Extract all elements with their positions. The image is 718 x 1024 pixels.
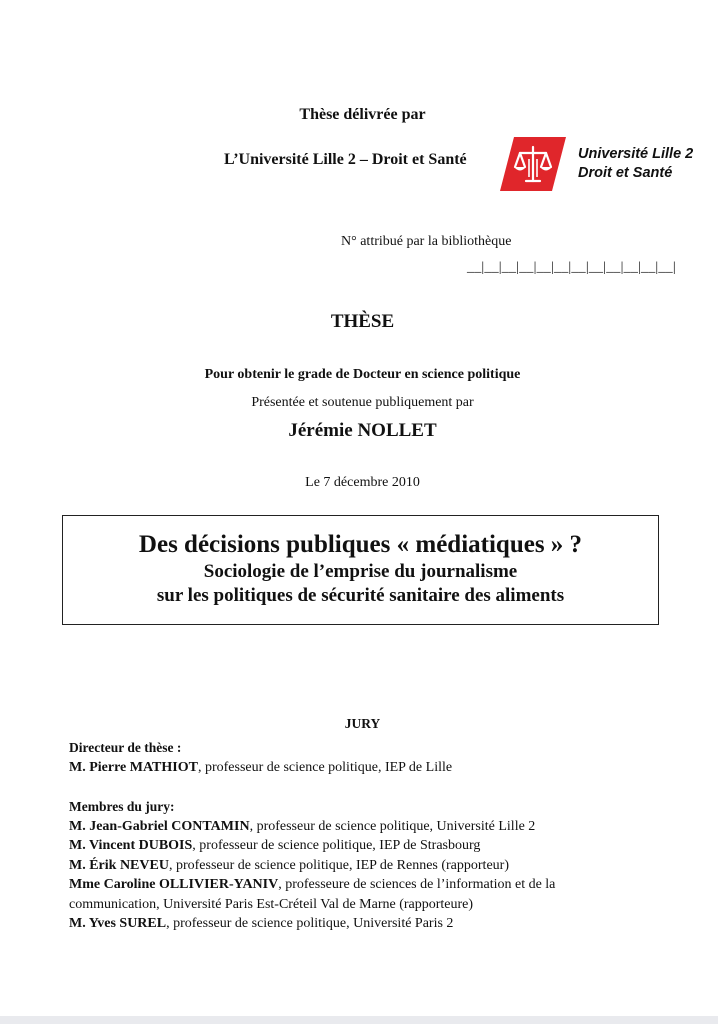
jury-member-name: Mme Caroline OLLIVIER-YANIV <box>69 877 279 892</box>
thesis-heading: THÈSE <box>330 311 395 332</box>
university-name: L’Université Lille 2 – Droit et Santé <box>224 151 467 168</box>
jury-member-role: , professeur de science politique, IEP de Rennes (rapporteur) <box>168 857 509 873</box>
thesis-title-box <box>62 515 659 625</box>
author-name: Jérémie NOLLET <box>288 420 437 441</box>
library-number-label: N° attribué par la bibliothèque <box>341 234 512 249</box>
jury-member-name: M. Pierre MATHIOT <box>69 759 198 775</box>
jury-member-continued <box>69 895 669 915</box>
thesis-subtitle-line-1: Sociologie de l’emprise du journalisme <box>203 561 518 582</box>
jury-member-role: communication, Université Paris Est-Créteil Val de Marne (rapporteure) <box>69 896 474 912</box>
jury-member <box>69 817 669 837</box>
viewer-bottom-edge <box>0 1016 718 1024</box>
jury-member <box>69 875 669 895</box>
director-entry <box>69 758 669 778</box>
university-logo <box>500 137 566 191</box>
library-number-slots: __|__|__|__|__|__|__|__|__|__|__|__| <box>467 260 676 275</box>
jury-member-name: M. Jean-Gabriel CONTAMIN <box>69 818 250 834</box>
presented-by: Présentée et soutenue publiquement par <box>251 395 474 410</box>
degree-line: Pour obtenir le grade de Docteur en science politique <box>204 367 521 382</box>
defense-date: Le 7 décembre 2010 <box>305 475 420 490</box>
jury-member-name: M. Érik NEVEU <box>69 857 169 873</box>
jury-member-role: , professeure de sciences de l’information et de la <box>278 877 556 892</box>
members-heading: Membres du jury: <box>69 799 175 814</box>
jury-member-role: , professeur de science politique, IEP de Strasbourg <box>192 838 481 853</box>
logo-wordmark <box>578 145 693 183</box>
jury-member-name: M. Yves SUREL <box>69 916 167 931</box>
jury-member <box>69 856 669 876</box>
logo-line-1: Université Lille 2 <box>578 146 694 162</box>
jury-member <box>69 836 669 856</box>
jury-member-role: , professeur de science politique, Université Lille 2 <box>249 818 536 834</box>
jury-heading: JURY <box>344 716 381 731</box>
jury-member-name: M. Vincent DUBOIS <box>69 838 193 853</box>
jury-member <box>69 914 669 934</box>
jury-list <box>69 738 669 934</box>
thesis-title: Des décisions publiques « médiatiques » ? <box>138 531 583 558</box>
scales-of-justice-icon <box>500 137 566 191</box>
jury-member-role: , professeur de science politique, Université Paris 2 <box>166 916 454 931</box>
director-heading: Directeur de thèse : <box>69 740 182 755</box>
logo-line-2: Droit et Santé <box>578 165 673 181</box>
jury-member-role: , professeur de science politique, IEP de Lille <box>197 759 453 775</box>
delivered-by: Thèse délivrée par <box>299 106 426 123</box>
thesis-subtitle-line-2: sur les politiques de sécurité sanitaire des aliments <box>156 585 565 606</box>
